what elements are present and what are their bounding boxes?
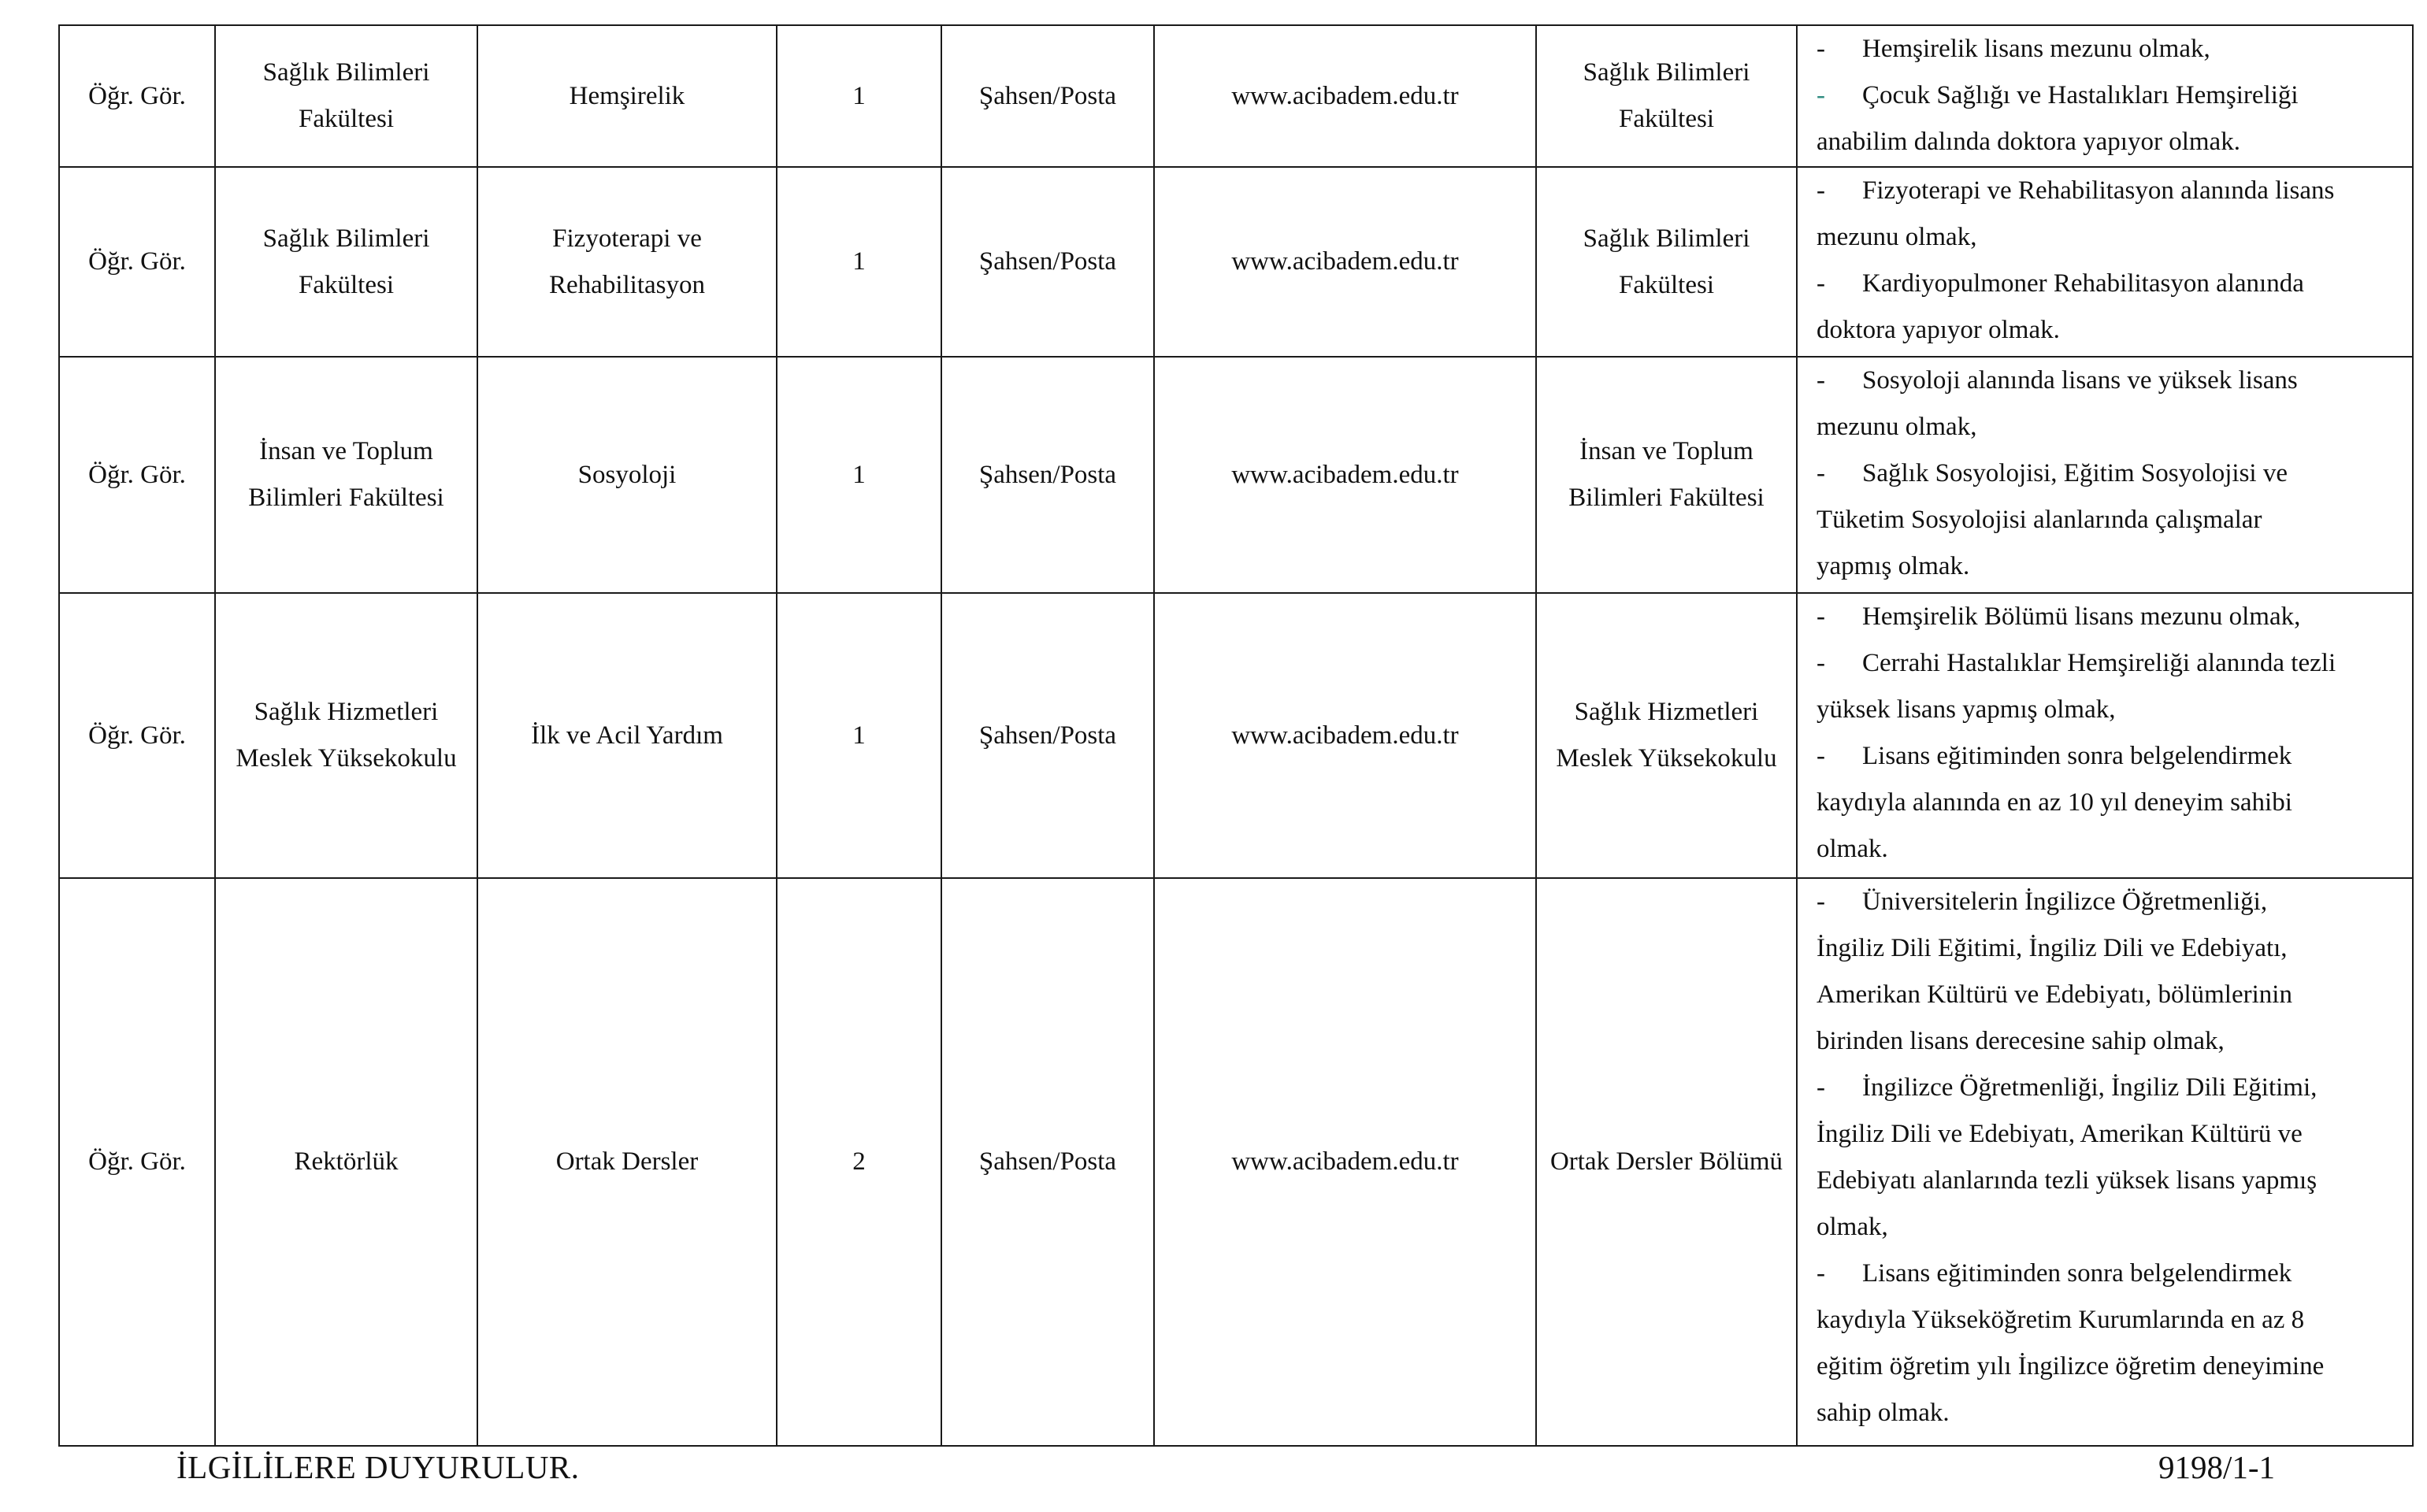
requirement-text: Üniversitelerin İngilizce Öğretmenliği, xyxy=(1862,888,2268,916)
requirement-line xyxy=(1817,594,2396,640)
requirements-cell xyxy=(1797,167,2413,357)
birim-cell: Sağlık Bilimleri Fakültesi xyxy=(215,25,477,167)
requirement-text: anabilim dalında doktora yapıyor olmak. xyxy=(1817,128,2240,156)
requirements-cell xyxy=(1797,878,2413,1446)
kadro-cell: Öğr. Gör. xyxy=(59,167,215,357)
requirement-text: İngiliz Dili Eğitimi, İngiliz Dili ve Edebiyatı, xyxy=(1817,934,2288,962)
requirements-cell xyxy=(1797,357,2413,593)
requirement-text: Çocuk Sağlığı ve Hastalıkları Hemşireliği xyxy=(1862,81,2299,109)
requirement-line xyxy=(1817,72,2396,119)
requirement-line xyxy=(1817,497,2396,543)
requirement-line xyxy=(1817,733,2396,780)
requirement-text: Sosyoloji alanında lisans ve yüksek lisans xyxy=(1862,366,2298,395)
table-row xyxy=(59,357,2413,593)
bolum-cell: Ortak Dersler xyxy=(477,878,777,1446)
adet-cell: 1 xyxy=(777,25,941,167)
basvuru-cell: Şahsen/Posta xyxy=(941,357,1154,593)
requirement-text: kaydıyla Yükseköğretim Kurumlarında en az 8 xyxy=(1817,1306,2305,1334)
requirement-line xyxy=(1817,879,2396,925)
requirement-text: doktora yapıyor olmak. xyxy=(1817,316,2060,344)
yer-cell: Sağlık Hizmetleri Meslek Yüksekokulu xyxy=(1536,593,1797,878)
requirement-text: Lisans eğitiminden sonra belgelendirmek xyxy=(1862,1259,2292,1288)
basvuru-cell: Şahsen/Posta xyxy=(941,878,1154,1446)
requirement-text: Kardiyopulmoner Rehabilitasyon alanında xyxy=(1862,269,2304,298)
table-row xyxy=(59,878,2413,1446)
web-cell: www.acibadem.edu.tr xyxy=(1154,25,1536,167)
table-row xyxy=(59,593,2413,878)
bullet-dash: - xyxy=(1817,459,1825,487)
bullet-dash: - xyxy=(1817,269,1825,298)
announcement-text: İLGİLİLERE DUYURULUR. xyxy=(176,1449,580,1485)
requirement-line xyxy=(1817,687,2396,733)
requirement-line xyxy=(1817,1343,2396,1390)
requirement-text: Hemşirelik Bölümü lisans mezunu olmak, xyxy=(1862,602,2301,631)
kadro-cell: Öğr. Gör. xyxy=(59,878,215,1446)
requirement-line xyxy=(1817,1251,2396,1297)
requirement-text: yüksek lisans yapmış olmak, xyxy=(1817,695,2116,724)
kadro-cell: Öğr. Gör. xyxy=(59,593,215,878)
requirement-text: mezunu olmak, xyxy=(1817,413,1977,441)
table-row xyxy=(59,25,2413,167)
bullet-dash: - xyxy=(1817,1073,1825,1102)
kadro-cell: Öğr. Gör. xyxy=(59,357,215,593)
requirement-line xyxy=(1817,214,2396,261)
requirement-text: sahip olmak. xyxy=(1817,1399,1950,1427)
requirement-text: kaydıyla alanında en az 10 yıl deneyim sahibi xyxy=(1817,788,2292,817)
basvuru-cell: Şahsen/Posta xyxy=(941,25,1154,167)
requirement-line xyxy=(1817,925,2396,972)
requirement-line xyxy=(1817,1297,2396,1343)
requirement-text: olmak. xyxy=(1817,835,1888,863)
requirement-line xyxy=(1817,1158,2396,1204)
bullet-dash: - xyxy=(1817,81,1825,109)
requirement-text: birinden lisans derecesine sahip olmak, xyxy=(1817,1027,2225,1055)
requirement-text: Tüketim Sosyolojisi alanlarında çalışmalar xyxy=(1817,506,2262,534)
requirement-text: Cerrahi Hastalıklar Hemşireliği alanında tezli xyxy=(1862,649,2336,677)
requirement-text: Sağlık Sosyolojisi, Eğitim Sosyolojisi ve xyxy=(1862,459,2288,487)
bolum-cell: Fizyoterapi ve Rehabilitasyon xyxy=(477,167,777,357)
bolum-cell: Sosyoloji xyxy=(477,357,777,593)
bolum-cell: Hemşirelik xyxy=(477,25,777,167)
birim-cell: Sağlık Bilimleri Fakültesi xyxy=(215,167,477,357)
yer-cell: Sağlık Bilimleri Fakültesi xyxy=(1536,25,1797,167)
requirements-cell xyxy=(1797,25,2413,167)
kadro-cell: Öğr. Gör. xyxy=(59,25,215,167)
requirement-line xyxy=(1817,543,2396,590)
adet-cell: 1 xyxy=(777,593,941,878)
web-cell: www.acibadem.edu.tr xyxy=(1154,593,1536,878)
bullet-dash: - xyxy=(1817,1259,1825,1288)
requirement-line xyxy=(1817,168,2396,214)
basvuru-cell: Şahsen/Posta xyxy=(941,593,1154,878)
requirement-text: olmak, xyxy=(1817,1213,1888,1241)
web-cell: www.acibadem.edu.tr xyxy=(1154,357,1536,593)
requirement-line xyxy=(1817,972,2396,1018)
birim-cell: Sağlık Hizmetleri Meslek Yüksekokulu xyxy=(215,593,477,878)
requirement-text: Fizyoterapi ve Rehabilitasyon alanında lisans xyxy=(1862,176,2335,205)
bullet-dash: - xyxy=(1817,366,1825,395)
bullet-dash: - xyxy=(1817,602,1825,631)
requirement-line xyxy=(1817,1204,2396,1251)
requirement-line xyxy=(1817,261,2396,307)
requirement-text: İngilizce Öğretmenliği, İngiliz Dili Eğitimi, xyxy=(1862,1073,2318,1102)
requirement-text: Hemşirelik lisans mezunu olmak, xyxy=(1862,35,2210,63)
requirement-line xyxy=(1817,826,2396,873)
positions-table xyxy=(58,24,2414,1447)
requirement-line xyxy=(1817,358,2396,404)
birim-cell: İnsan ve Toplum Bilimleri Fakültesi xyxy=(215,357,477,593)
table-body xyxy=(59,25,2413,1446)
requirement-line xyxy=(1817,1111,2396,1158)
bullet-dash: - xyxy=(1817,176,1825,205)
bullet-dash: - xyxy=(1817,742,1825,770)
basvuru-cell: Şahsen/Posta xyxy=(941,167,1154,357)
requirement-text: Amerikan Kültürü ve Edebiyatı, bölümlerinin xyxy=(1817,980,2292,1009)
adet-cell: 2 xyxy=(777,878,941,1446)
requirement-text: Edebiyatı alanlarında tezli yüksek lisans yapmış xyxy=(1817,1166,2318,1195)
bullet-dash: - xyxy=(1817,649,1825,677)
requirement-text: mezunu olmak, xyxy=(1817,223,1977,251)
web-cell: www.acibadem.edu.tr xyxy=(1154,878,1536,1446)
adet-cell: 1 xyxy=(777,357,941,593)
requirement-line xyxy=(1817,307,2396,354)
requirement-line xyxy=(1817,404,2396,450)
yer-cell: Sağlık Bilimleri Fakültesi xyxy=(1536,167,1797,357)
requirement-line xyxy=(1817,640,2396,687)
requirement-line xyxy=(1817,1018,2396,1065)
requirement-line xyxy=(1817,26,2396,72)
web-cell: www.acibadem.edu.tr xyxy=(1154,167,1536,357)
requirement-text: yapmış olmak. xyxy=(1817,552,1970,580)
bolum-cell: İlk ve Acil Yardım xyxy=(477,593,777,878)
adet-cell: 1 xyxy=(777,167,941,357)
requirement-text: eğitim öğretim yılı İngilizce öğretim deneyimine xyxy=(1817,1352,2325,1380)
yer-cell: Ortak Dersler Bölümü xyxy=(1536,878,1797,1446)
bullet-dash: - xyxy=(1817,888,1825,916)
requirement-line xyxy=(1817,450,2396,497)
bullet-dash: - xyxy=(1817,35,1825,63)
requirement-line xyxy=(1817,1065,2396,1111)
requirement-text: Lisans eğitiminden sonra belgelendirmek xyxy=(1862,742,2292,770)
birim-cell: Rektörlük xyxy=(215,878,477,1446)
requirements-cell xyxy=(1797,593,2413,878)
requirement-text: İngiliz Dili ve Edebiyatı, Amerikan Kültürü ve xyxy=(1817,1120,2303,1148)
requirement-line xyxy=(1817,1390,2396,1436)
yer-cell: İnsan ve Toplum Bilimleri Fakültesi xyxy=(1536,357,1797,593)
requirement-line xyxy=(1817,780,2396,826)
document-code: 9198/1-1 xyxy=(2158,1449,2276,1485)
table-row xyxy=(59,167,2413,357)
requirement-line xyxy=(1817,119,2396,165)
